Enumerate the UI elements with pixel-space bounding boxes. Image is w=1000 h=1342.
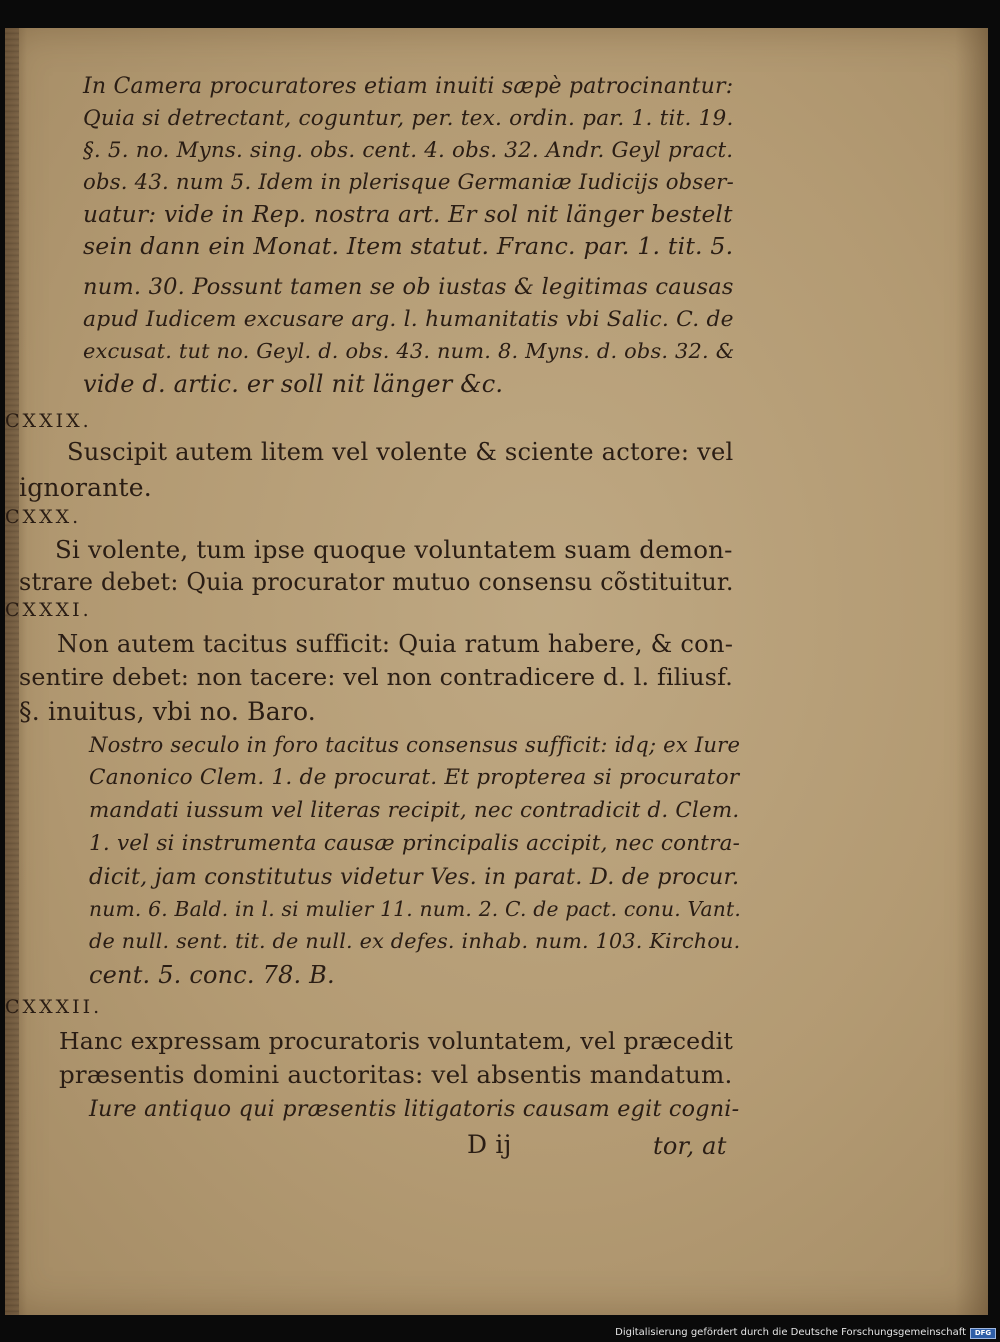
text-line: strare debet: Quia procurator mutuo consensu cõstituitur. [19, 568, 734, 596]
section-number: CXXXII. [5, 996, 103, 1018]
text-line: dicit, jam constitutus videtur Ves. in parat. D. de procur. [89, 864, 740, 890]
text-line: sentire debet: non tacere: vel non contradicere d. l. filiusf. [19, 663, 733, 691]
section-number: CXXX. [5, 506, 82, 528]
text-line: In Camera procuratores etiam inuiti sæpè patrocinantur: [83, 74, 734, 99]
footer-credit: Digitalisierung gefördert durch die Deutsche Forschungsgemeinschaft [615, 1327, 966, 1338]
text-line: apud Iudicem excusare arg. l. humanitatis vbi Salic. C. de [83, 307, 734, 332]
section-number: CXXXI. [5, 599, 92, 621]
catchword: tor, at [653, 1132, 727, 1160]
text-line: 1. vel si instrumenta causæ principalis accipit, nec contra- [89, 831, 741, 856]
dfg-logo-text: DFG [974, 1329, 992, 1337]
text-line: num. 6. Bald. in l. si mulier 11. num. 2. C. de pact. conu. Vant. [89, 897, 742, 921]
text-line: num. 30. Possunt tamen se ob iustas & legitimas causas [83, 274, 734, 300]
text-line: Canonico Clem. 1. de procurat. Et propterea si procurator [89, 765, 740, 790]
text-line: Iure antiquo qui præsentis litigatoris causam egit cogni- [89, 1096, 740, 1122]
text-line: sein dann ein Monat. Item statut. Franc. par. 1. tit. 5. [83, 232, 734, 260]
text-line: excusat. tut no. Geyl. d. obs. 43. num. 8. Myns. d. obs. 32. & [83, 339, 735, 363]
text-line: Quia si detrectant, coguntur, per. tex. ordin. par. 1. tit. 19. [83, 106, 734, 131]
text-line: Si volente, tum ipse quoque voluntatem suam demon- [55, 535, 733, 564]
text-line: cent. 5. conc. 78. B. [89, 961, 335, 989]
text-line: obs. 43. num 5. Idem in plerisque Germaniæ Iudicijs obser- [83, 169, 734, 194]
text-line: §. inuitus, vbi no. Baro. [19, 697, 316, 726]
text-line: Hanc expressam procuratoris voluntatem, vel præcedit [59, 1027, 734, 1055]
text-line: Suscipit autem litem vel volente & sciente actore: vel [67, 438, 734, 466]
page-spine-edge [5, 28, 19, 1315]
text-line: de null. sent. tit. de null. ex defes. inhab. num. 103. Kirchou. [89, 929, 741, 953]
text-line: uatur: vide in Rep. nostra art. Er sol nit länger bestelt [83, 201, 733, 228]
book-page [5, 28, 988, 1315]
text-line: præsentis domini auctoritas: vel absentis mandatum. [59, 1060, 733, 1089]
text-line: §. 5. no. Myns. sing. obs. cent. 4. obs. 32. Andr. Geyl pract. [83, 138, 734, 163]
signature-mark: D ij [467, 1130, 512, 1159]
section-number: CXXIX. [5, 410, 92, 432]
dfg-logo [970, 1328, 996, 1339]
text-line: vide d. artic. er soll nit länger &c. [83, 370, 504, 398]
text-line: Nostro seculo in foro tacitus consensus sufficit: idq; ex Iure [89, 732, 741, 757]
text-line: Non autem tacitus sufficit: Quia ratum habere, & con- [57, 629, 734, 658]
text-line: mandati iussum vel literas recipit, nec contradicit d. Clem. [89, 798, 740, 823]
text-line: ignorante. [19, 473, 152, 502]
